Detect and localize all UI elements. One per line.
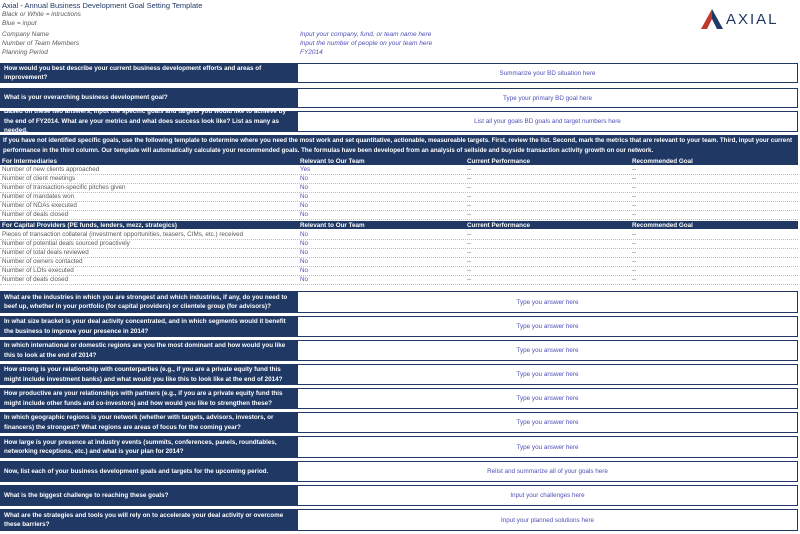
answer-input[interactable]: Type you answer here bbox=[297, 291, 798, 313]
question-text: What are the strategies and tools you will rely on to accelerate your deal activity or overcome these barriers? bbox=[0, 509, 297, 531]
question-row bbox=[0, 108, 798, 135]
answer-input[interactable]: Input your challenges here bbox=[297, 485, 798, 506]
sheet-title: Axial - Annual Business Development Goal Setting Template bbox=[2, 1, 203, 10]
question-row bbox=[0, 436, 798, 458]
answer-input[interactable]: Input your planned solutions here bbox=[297, 509, 798, 531]
relevant-select[interactable]: Yes bbox=[300, 166, 311, 173]
relevant-select[interactable]: No bbox=[300, 267, 309, 274]
question-text: How large is your presence at industry events (summits, conferences, panels, roundtables, networking receptions, etc.) and what is your plan for 2014? bbox=[0, 436, 297, 458]
recommended-goal: -- bbox=[632, 267, 637, 274]
answer-input[interactable]: Type you answer here bbox=[297, 316, 798, 337]
metric-label: Number of owners contacted bbox=[2, 258, 83, 265]
relevant-select[interactable]: No bbox=[300, 240, 309, 247]
recommended-goal: -- bbox=[632, 202, 637, 209]
answer-input[interactable]: Type you answer here bbox=[297, 388, 798, 409]
metric-label: Number of NDAs executed bbox=[2, 202, 77, 209]
current-performance[interactable]: -- bbox=[467, 276, 472, 283]
recommended-goal: -- bbox=[632, 166, 637, 173]
relevant-select[interactable]: No bbox=[300, 211, 309, 218]
answer-input[interactable]: Relist and summarize all of your goals here bbox=[297, 461, 798, 482]
current-performance[interactable]: -- bbox=[467, 184, 472, 191]
company-name-label: Company Name bbox=[2, 31, 49, 38]
metric-label: Pieces of transaction collateral (investment opportunities, teasers, CIMs, etc.) received bbox=[2, 231, 244, 238]
metric-label: Number of new clients approached bbox=[2, 166, 100, 173]
recommended-goal: -- bbox=[632, 175, 637, 182]
axial-logo bbox=[700, 8, 796, 32]
answer-input[interactable]: Type you answer here bbox=[297, 412, 798, 433]
question-row bbox=[0, 340, 798, 361]
table-row bbox=[0, 210, 798, 220]
relevant-select[interactable]: No bbox=[300, 231, 309, 238]
relevant-select[interactable]: No bbox=[300, 175, 309, 182]
question-row bbox=[0, 291, 798, 313]
question-text: How would you best describe your current business development efforts and areas of improvement? bbox=[0, 63, 297, 83]
metric-label: Number of potential deals sourced proactively bbox=[2, 240, 130, 247]
current-performance[interactable]: -- bbox=[467, 193, 472, 200]
axial-logo-text: AXIAL bbox=[726, 11, 779, 28]
metric-label: Number of mandates won bbox=[2, 193, 75, 200]
current-performance[interactable]: -- bbox=[467, 240, 472, 247]
recommended-goal: -- bbox=[632, 193, 637, 200]
answer-input[interactable]: Summarize your BD situation here bbox=[297, 63, 798, 83]
metric-label: Number of client meetings bbox=[2, 175, 76, 182]
team-members-input[interactable]: Input the number of people on your team here bbox=[300, 40, 433, 47]
question-text: What is your overarching business development goal? bbox=[0, 88, 297, 108]
metric-label: Number of deals closed bbox=[2, 211, 69, 218]
question-row bbox=[0, 412, 798, 433]
table-row bbox=[0, 275, 798, 285]
question-row bbox=[0, 509, 798, 531]
question-row bbox=[0, 485, 798, 506]
header-category: For Intermediaries bbox=[2, 157, 57, 165]
recommended-goal: -- bbox=[632, 276, 637, 283]
current-performance[interactable]: -- bbox=[467, 175, 472, 182]
header-category: For Capital Providers (PE funds, lenders, mezz, strategics) bbox=[2, 221, 177, 229]
recommended-goal: -- bbox=[632, 258, 637, 265]
recommended-goal: -- bbox=[632, 231, 637, 238]
current-performance[interactable]: -- bbox=[467, 267, 472, 274]
answer-input[interactable]: Type you answer here bbox=[297, 436, 798, 458]
intermediaries-header bbox=[0, 157, 798, 165]
metric-label: Number of transaction-specific pitches given bbox=[2, 184, 126, 191]
team-members-label: Number of Team Members bbox=[2, 40, 80, 47]
current-performance[interactable]: -- bbox=[467, 166, 472, 173]
question-text: In what size bracket is your deal activity concentrated, and in which segments would it benefit the business to improve your presence in 2014? bbox=[0, 316, 297, 337]
answer-input[interactable]: Type your primary BD goal here bbox=[297, 88, 798, 108]
question-row bbox=[0, 316, 798, 337]
current-performance[interactable]: -- bbox=[467, 231, 472, 238]
metric-label: Number of LOIs executed bbox=[2, 267, 74, 274]
planning-period-label: Planning Period bbox=[2, 49, 48, 56]
planning-period-input[interactable]: FY2014 bbox=[300, 49, 323, 56]
recommended-goal: -- bbox=[632, 211, 637, 218]
question-text: How productive are your relationships with partners (e.g., if you are a private equity fund this might include other funds and co-investors) and how would you like to strengthen these? bbox=[0, 388, 297, 409]
recommended-goal: -- bbox=[632, 184, 637, 191]
question-row bbox=[0, 63, 798, 83]
question-row bbox=[0, 88, 798, 108]
question-text: Now, list each of your business development goals and targets for the upcoming period. bbox=[0, 461, 297, 482]
current-performance[interactable]: -- bbox=[467, 249, 472, 256]
relevant-select[interactable]: No bbox=[300, 249, 309, 256]
header-recommended: Recommended Goal bbox=[632, 221, 693, 229]
metric-label: Number of total deals reviewed bbox=[2, 249, 89, 256]
recommended-goal: -- bbox=[632, 249, 637, 256]
question-text: In which international or domestic regions are you the most dominant and how would you like this to look at the end of 2014? bbox=[0, 340, 297, 361]
relevant-select[interactable]: No bbox=[300, 202, 309, 209]
current-performance[interactable]: -- bbox=[467, 211, 472, 218]
question-text: What is the biggest challenge to reaching these goals? bbox=[0, 485, 297, 506]
company-name-input[interactable]: Input your company, fund, or team name here bbox=[300, 31, 432, 38]
question-text: What are the industries in which you are strongest and which industries, if any, do you need to beef up, whether in your portfolio (for capital providers) or clientele group (for advisors)? bbox=[0, 291, 297, 313]
question-row bbox=[0, 388, 798, 409]
instruction-legend-2: Blue = input bbox=[2, 20, 37, 27]
answer-input[interactable]: Type you answer here bbox=[297, 340, 798, 361]
question-row bbox=[0, 364, 798, 385]
header-current: Current Performance bbox=[467, 157, 530, 165]
recommended-goal: -- bbox=[632, 240, 637, 247]
relevant-select[interactable]: No bbox=[300, 258, 309, 265]
header-current: Current Performance bbox=[467, 221, 530, 229]
question-row bbox=[0, 461, 798, 482]
template-instructions: If you have not identified specific goals, use the following template to determine where you need the most work and set quantitative, actionable, measureable targets. First, review the list. Second, mark the metrics that are relevant to your team. Third, input your current performance in the third column. Our template will automatically calculate your recommended goals. The formulas have been developed from an analysis of sellside and buyside transaction activity growth on our network. bbox=[0, 135, 798, 157]
capital-providers-header bbox=[0, 221, 798, 229]
answer-input[interactable]: List all your goals BD goals and target numbers here bbox=[297, 111, 798, 132]
question-text: In which geographic regions is your network (whether with targets, advisors, investors, or financers) the strongest? What regions are areas of focus for the coming year? bbox=[0, 412, 297, 433]
answer-input[interactable]: Type you answer here bbox=[297, 364, 798, 385]
metric-label: Number of deals closed bbox=[2, 276, 69, 283]
axial-logo-icon bbox=[700, 8, 724, 30]
relevant-select[interactable]: No bbox=[300, 184, 309, 191]
relevant-select[interactable]: No bbox=[300, 276, 309, 283]
header-recommended: Recommended Goal bbox=[632, 157, 693, 165]
instruction-legend-1: Black or White = intructions bbox=[2, 11, 81, 18]
relevant-select[interactable]: No bbox=[300, 193, 309, 200]
current-performance[interactable]: -- bbox=[467, 202, 472, 209]
current-performance[interactable]: -- bbox=[467, 258, 472, 265]
header-relevant: Relevant to Our Team bbox=[300, 221, 365, 229]
header-relevant: Relevant to Our Team bbox=[300, 157, 365, 165]
question-text: How strong is your relationship with counterparties (e.g., if you are a private equity fund this might include investment banks) and what would you like this to look like at the end of 2014? bbox=[0, 364, 297, 385]
question-text: Based on these two answers, input the specific goals and targets you would like to achieve by the end of FY2014. What are your metrics and what does success look like? List as many as needed. bbox=[0, 111, 297, 132]
